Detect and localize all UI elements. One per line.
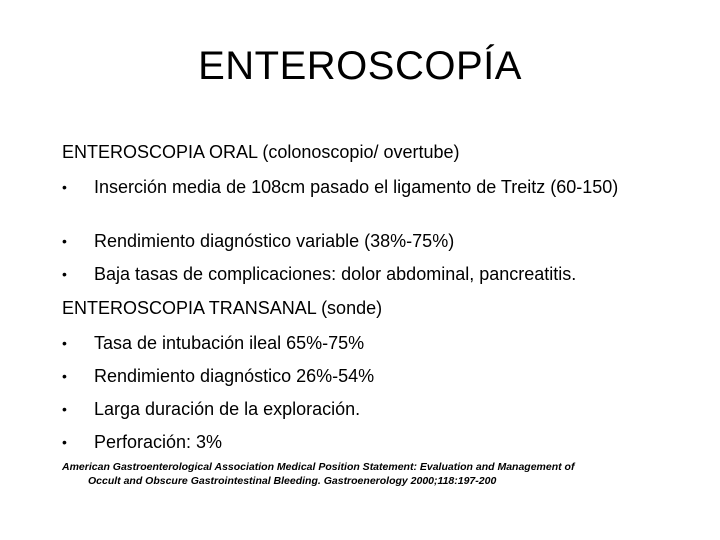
bullet-item (62, 365, 662, 388)
bullet-icon: • (62, 335, 67, 351)
bullet-item (62, 332, 662, 355)
bullet-icon: • (62, 233, 67, 249)
bullet-text: Inserción media de 108cm pasado el ligamento de Treitz (60-150) (94, 177, 619, 197)
bullet-item (62, 431, 662, 454)
bullet-text: Baja tasas de complicaciones: dolor abdominal, pancreatitis. (94, 264, 577, 284)
bullet-text: Tasa de intubación ileal 65%-75% (94, 333, 365, 353)
reference-line-1: American Gastroenterological Association Medical Position Statement: Evaluation and Management of (62, 461, 575, 473)
section-heading-transanal: ENTEROSCOPIA TRANSANAL (sonde) (62, 298, 383, 318)
bullet-item (62, 398, 662, 421)
bullet-icon: • (62, 368, 67, 384)
bullet-item (62, 176, 662, 199)
bullet-item (62, 263, 662, 286)
bullet-text: Larga duración de la exploración. (94, 399, 361, 419)
bullet-item (62, 230, 662, 253)
bullet-icon: • (62, 401, 67, 417)
bullet-icon: • (62, 179, 67, 195)
bullet-icon: • (62, 266, 67, 282)
bullet-text: Perforación: 3% (94, 432, 223, 452)
section-heading-oral: ENTEROSCOPIA ORAL (colonoscopio/ overtube) (62, 142, 460, 162)
bullet-text: Rendimiento diagnóstico 26%-54% (94, 366, 375, 386)
reference-line-2: Occult and Obscure Gastrointestinal Bleeding. Gastroenerology 2000;118:197-200 (88, 475, 497, 487)
bullet-icon: • (62, 434, 67, 450)
bullet-text: Rendimiento diagnóstico variable (38%-75%) (94, 231, 455, 251)
slide-title: ENTEROSCOPÍA (198, 44, 522, 88)
reference-citation (62, 460, 672, 488)
